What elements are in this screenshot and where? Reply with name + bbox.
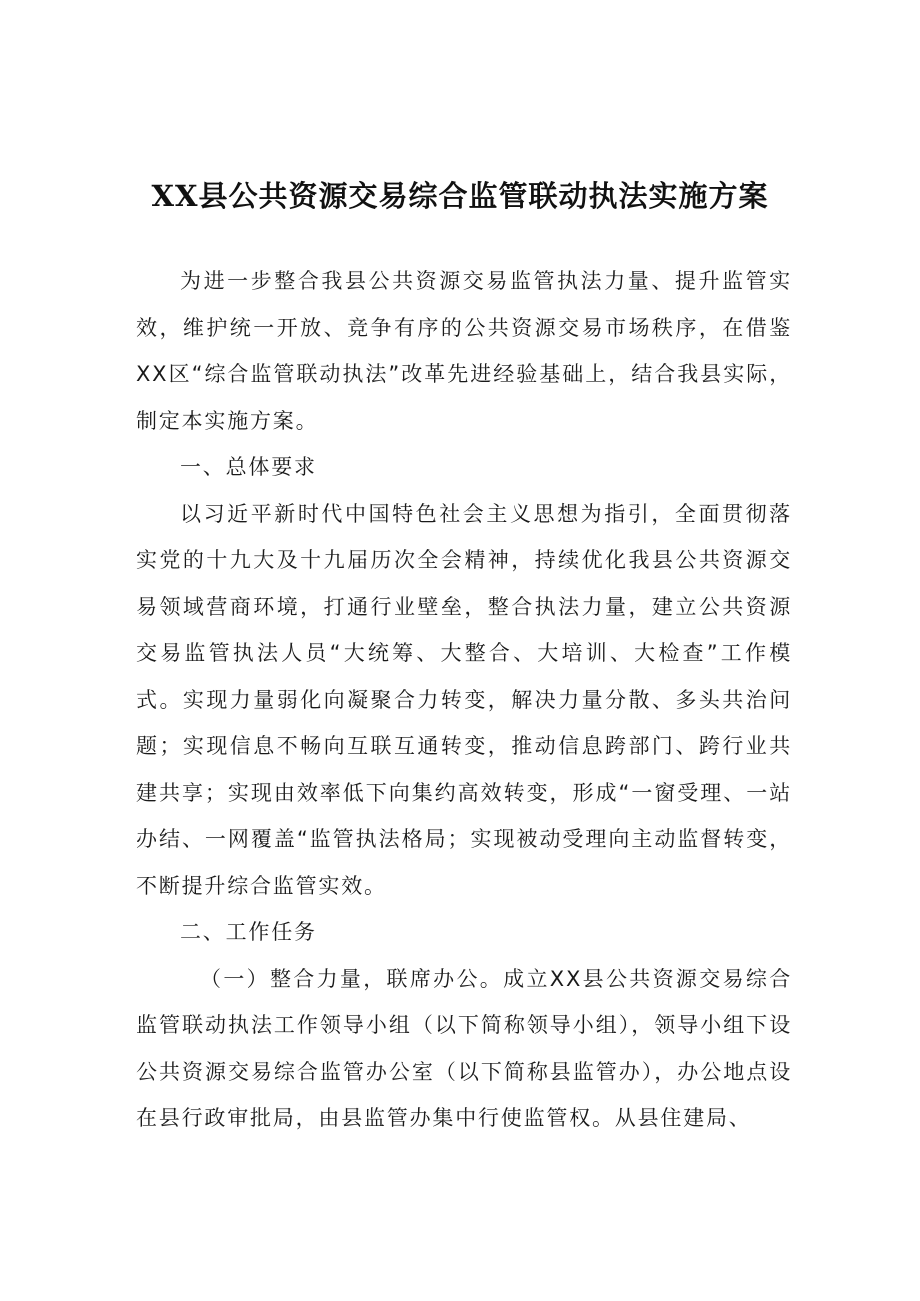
section-heading-work-tasks: 二、工作任务 xyxy=(180,920,317,944)
work-task-item-1: （一）整合力量，联席办公。成立XX县公共资源交易综合监管联动执法工作领导小组（以下简称领导小组），领导小组下设公共资源交易综合监管办公室（以下简称县监管办），办公地点设在县行政审批局，由县监管办集中行使监管权。从县住建局、 xyxy=(136,966,792,1130)
document-title: XX县公共资源交易综合监管联动执法实施方案 xyxy=(151,179,769,213)
section-heading-general-requirements: 一、总体要求 xyxy=(180,455,317,479)
general-requirements-paragraph: 以习近平新时代中国特色社会主义思想为指引，全面贯彻落实党的十九大及十九届历次全会精神，持续优化我县公共资源交易领域营商环境，打通行业壁垒，整合执法力量，建立公共资源交易监管执法人员“大统筹、大整合、大培训、大检查”工作模式。实现力量弱化向凝聚合力转变，解决力量分散、多头共治问题；实现信息不畅向互联互通转变，推动信息跨部门、跨行业共建共享；实现由效率低下向集约高效转变，形成“一窗受理、一站办结、一网覆盖“监管执法格局；实现被动受理向主动监督转变，不断提升综合监管实效。 xyxy=(136,501,792,898)
intro-paragraph: 为进一步整合我县公共资源交易监管执法力量、提升监管实效，维护统一开放、竞争有序的公共资源交易市场秩序，在借鉴XX区“综合监管联动执法”改革先进经验基础上，结合我县实际，制定本实施方案。 xyxy=(136,269,792,433)
document-body xyxy=(136,258,792,1142)
